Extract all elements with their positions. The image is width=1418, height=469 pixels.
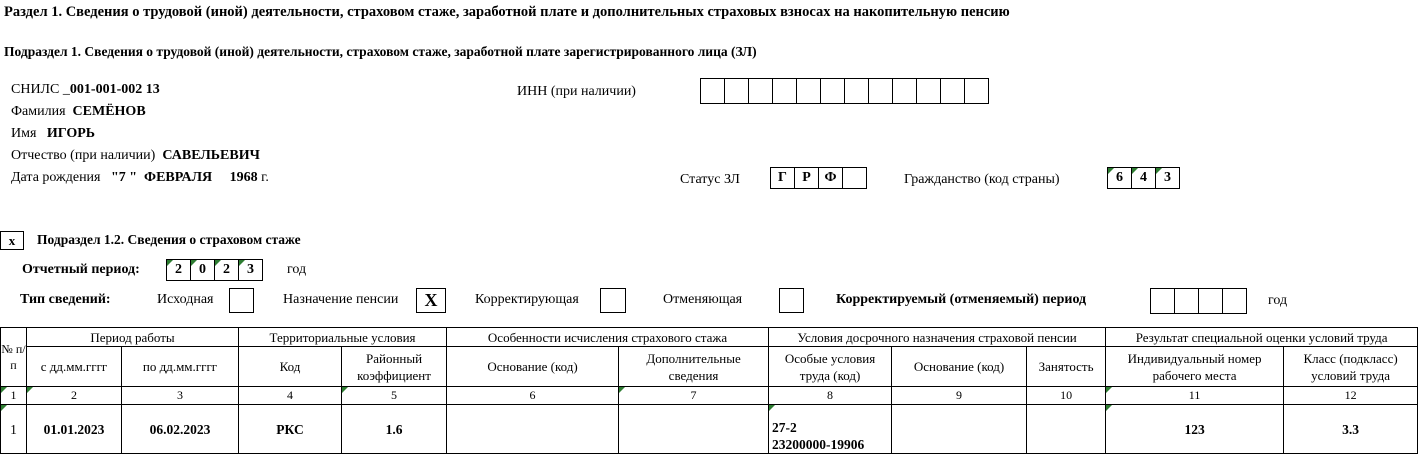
inn-cell[interactable] [724,78,749,104]
birthdate-line [11,170,269,186]
row-class: 3.3 [1284,405,1418,454]
inn-cell[interactable] [844,78,869,104]
period-cell: 2 [214,259,239,281]
inn-cell[interactable] [868,78,893,104]
corrected-period-suffix: год [1268,293,1288,308]
col-special: Особые условия труда (код) [769,347,892,387]
surname-label: Фамилия [11,104,66,119]
inn-cell[interactable] [916,78,941,104]
row-to: 06.02.2023 [122,405,239,454]
inn-cell[interactable] [820,78,845,104]
colnum: 5 [342,387,447,405]
type-cancel-label: Отменяющая [663,292,743,307]
birth-month: ФЕВРАЛЯ [144,170,213,185]
col-code: Код [239,347,342,387]
citizenship-label: Гражданство (код страны) [904,172,1060,187]
row-from: 01.01.2023 [27,405,122,454]
subsection12-checkbox[interactable]: x [0,231,24,250]
status-cell: Р [794,167,819,189]
citizenship-cell: 3 [1155,167,1180,189]
inn-cell[interactable] [772,78,797,104]
colnum: 6 [447,387,619,405]
col-employment: Занятость [1027,347,1106,387]
type-cancel-checkbox[interactable] [779,288,804,313]
type-pension-label: Назначение пенсии [283,292,399,307]
col-class: Класс (подкласс) условий труда [1284,347,1418,387]
inn-cell[interactable] [892,78,917,104]
status-label: Статус ЗЛ [680,172,740,187]
surname-line [11,104,146,120]
type-pension-checkbox[interactable]: X [416,288,446,313]
row-special-line2: 23200000-19906 [772,437,865,452]
period-cell: 3 [238,259,263,281]
row-num: 1 [1,405,27,454]
col-to: по дд.мм.гггг [122,347,239,387]
header-assessment: Результат специальной оценки условий труда [1106,328,1418,347]
corrected-period-cell[interactable] [1174,288,1199,314]
period-cells [166,259,263,281]
patronymic-value: САВЕЛЬЕВИЧ [162,148,260,163]
birth-label: Дата рождения [11,170,101,185]
snils-value: 001-001-002 13 [69,82,160,97]
inn-cell[interactable] [940,78,965,104]
row-workplace: 123 [1106,405,1284,454]
name-line [11,126,95,142]
birth-year-suffix: г. [261,170,269,185]
patronymic-line [11,148,260,164]
patronymic-label: Отчество (при наличии) [11,148,156,163]
period-label: Отчетный период: [22,262,140,277]
corrected-period-cells[interactable] [1150,288,1247,314]
header-num: № п/п [1,328,27,387]
colnum: 2 [27,387,122,405]
colnum: 7 [619,387,769,405]
row-code: РКС [239,405,342,454]
citizenship-cells [1107,167,1180,189]
col-early-basis: Основание (код) [892,347,1027,387]
col-workplace: Индивидуальный номер рабочего места [1106,347,1284,387]
col-coef: Районный коэффициент [342,347,447,387]
corrected-period-cell[interactable] [1198,288,1223,314]
colnum: 4 [239,387,342,405]
header-territory: Территориальные условия [239,328,447,347]
row-early-basis [892,405,1027,454]
period-suffix: год [287,262,307,277]
inn-cell[interactable] [796,78,821,104]
inn-label: ИНН (при наличии) [517,84,636,99]
header-early: Условия досрочного назначения страховой пенсии [769,328,1106,347]
inn-cell[interactable] [964,78,989,104]
inn-cells[interactable] [700,78,989,104]
section-title: Раздел 1. Сведения о трудовой (иной) деятельности, страховом стаже, заработной плате и дополнительных страховых взносах на накопительную пенсию [4,4,1010,20]
colnum: 9 [892,387,1027,405]
period-cell: 2 [166,259,191,281]
row-special [769,405,892,454]
insurance-experience-table [0,327,1418,454]
colnum: 3 [122,387,239,405]
birth-day: "7 " [111,170,138,185]
type-corrective-label: Корректирующая [475,292,579,307]
status-cell: Г [770,167,795,189]
header-features: Особенности исчисления страхового стажа [447,328,769,347]
inn-cell[interactable] [748,78,773,104]
row-extra [619,405,769,454]
subsection1-title: Подраздел 1. Сведения о трудовой (иной) деятельности, страховом стаже, заработной плате зарегистрированного лица (ЗЛ) [4,44,757,59]
snils-line [11,82,160,98]
status-cell: Ф [818,167,843,189]
colnum: 11 [1106,387,1284,405]
citizenship-cell: 6 [1107,167,1132,189]
surname-value: СЕМЁНОВ [72,104,146,119]
type-label: Тип сведений: [20,292,111,307]
status-cell [842,167,867,189]
colnum: 12 [1284,387,1418,405]
name-value: ИГОРЬ [46,126,96,141]
table-row [1,405,1418,454]
type-corrective-checkbox[interactable] [600,288,626,313]
type-original-label: Исходная [157,292,214,307]
corrected-period-label: Корректируемый (отменяемый) период [836,292,1087,307]
header-period: Период работы [27,328,239,347]
col-from: с дд.мм.гггг [27,347,122,387]
col-basis: Основание (код) [447,347,619,387]
row-employment [1027,405,1106,454]
colnum: 8 [769,387,892,405]
period-cell: 0 [190,259,215,281]
snils-label: СНИЛС _ [11,82,70,97]
inn-cell[interactable] [700,78,725,104]
status-cells [770,167,867,189]
corrected-period-cell[interactable] [1222,288,1247,314]
colnum: 10 [1027,387,1106,405]
row-special-line1: 27-2 [772,420,797,435]
birth-year: 1968 [229,170,258,185]
subsection12-title: Подраздел 1.2. Сведения о страховом стаже [37,232,301,247]
colnum: 1 [1,387,27,405]
col-extra: Дополнительные сведения [619,347,769,387]
row-coef: 1.6 [342,405,447,454]
row-basis [447,405,619,454]
type-original-checkbox[interactable] [229,288,254,313]
name-label: Имя [11,126,37,141]
corrected-period-cell[interactable] [1150,288,1175,314]
citizenship-cell: 4 [1131,167,1156,189]
